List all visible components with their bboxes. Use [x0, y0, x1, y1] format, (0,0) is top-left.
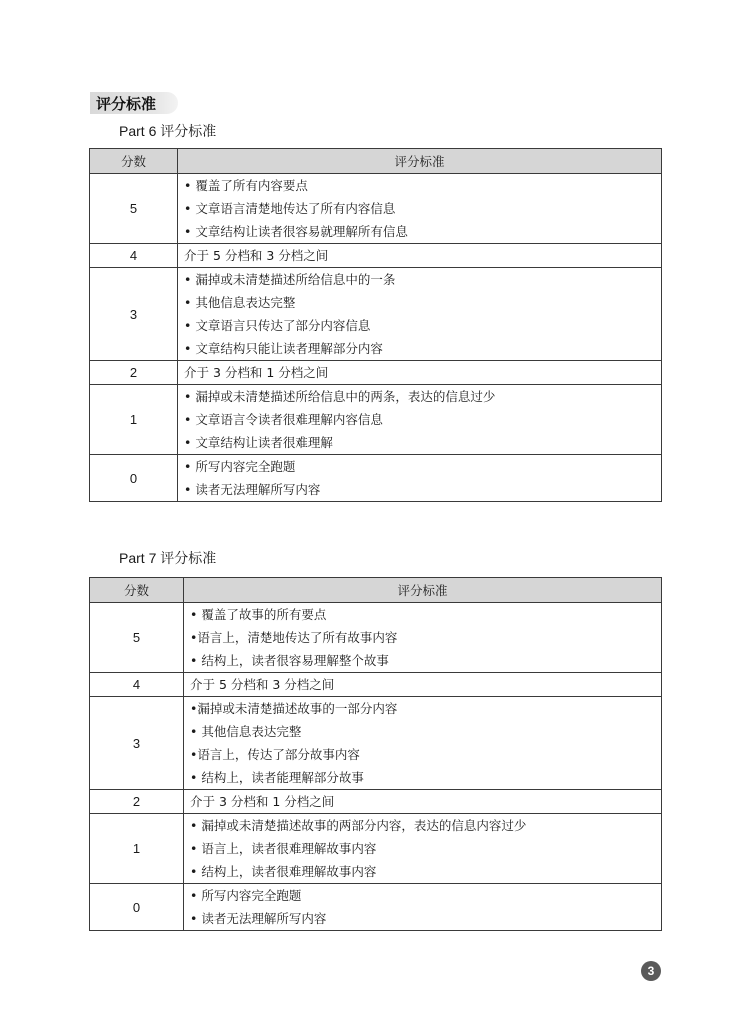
criteria-line: • 语言上，读者很难理解故事内容: [190, 841, 377, 856]
criteria-line: •语言上，清楚地传达了所有故事内容: [190, 630, 398, 645]
table-row: [90, 790, 662, 814]
score-column-header: 分数: [90, 578, 184, 603]
score-cell: 4: [90, 244, 178, 268]
criteria-cell: [184, 814, 662, 884]
table-row: [90, 603, 662, 673]
score-cell: 1: [90, 814, 184, 884]
criteria-line: • 读者无法理解所写内容: [190, 911, 327, 926]
criteria-line: 介于 5 分档和 3 分档之间: [190, 677, 335, 692]
criteria-cell: [184, 673, 662, 697]
table-row: [90, 244, 662, 268]
table-row: [90, 268, 662, 361]
criteria-cell: [184, 603, 662, 673]
criteria-line: 介于 3 分档和 1 分档之间: [184, 365, 329, 380]
table-row: [90, 884, 662, 931]
criteria-line: • 文章语言清楚地传达了所有内容信息: [184, 201, 396, 216]
part-6-rows: [90, 174, 662, 502]
criteria-cell: [178, 174, 662, 244]
part-6-title: Part 6 评分标准: [119, 123, 217, 139]
criteria-column-header: 评分标准: [178, 149, 662, 174]
table-header-row: [90, 149, 662, 174]
score-cell: 4: [90, 673, 184, 697]
criteria-line: • 结构上，读者很容易理解整个故事: [190, 653, 389, 668]
table-row: [90, 361, 662, 385]
section-title: 评分标准: [96, 95, 157, 113]
criteria-line: •语言上，传达了部分故事内容: [190, 747, 360, 762]
part-6-rubric-table: [89, 148, 662, 502]
criteria-cell: [178, 268, 662, 361]
criteria-cell: [184, 790, 662, 814]
score-cell: 2: [90, 361, 178, 385]
criteria-line: • 覆盖了故事的所有要点: [190, 607, 327, 622]
criteria-cell: [178, 385, 662, 455]
score-cell: 5: [90, 603, 184, 673]
criteria-line: • 其他信息表达完整: [190, 724, 302, 739]
page-number-badge: 3: [641, 961, 661, 981]
table-row: [90, 385, 662, 455]
criteria-line: • 文章语言只传达了部分内容信息: [184, 318, 371, 333]
criteria-cell: [178, 455, 662, 502]
part-7-title: Part 7 评分标准: [119, 550, 217, 566]
criteria-line: • 结构上，读者很难理解故事内容: [190, 864, 377, 879]
part-7-rubric-table: [89, 577, 662, 931]
criteria-line: • 结构上，读者能理解部分故事: [190, 770, 364, 785]
criteria-line: •漏掉或未清楚描述故事的一部分内容: [190, 701, 398, 716]
score-cell: 5: [90, 174, 178, 244]
score-cell: 3: [90, 268, 178, 361]
score-column-header: 分数: [90, 149, 178, 174]
table-row: [90, 673, 662, 697]
criteria-column-header: 评分标准: [184, 578, 662, 603]
criteria-cell: [184, 884, 662, 931]
score-cell: 1: [90, 385, 178, 455]
criteria-line: 介于 5 分档和 3 分档之间: [184, 248, 329, 263]
score-cell: 2: [90, 790, 184, 814]
criteria-line: • 漏掉或未清楚描述所给信息中的一条: [184, 272, 396, 287]
criteria-cell: [178, 244, 662, 268]
criteria-line: • 文章结构让读者很难理解: [184, 435, 333, 450]
score-cell: 0: [90, 884, 184, 931]
score-cell: 0: [90, 455, 178, 502]
criteria-line: • 所写内容完全跑题: [190, 888, 302, 903]
criteria-line: • 读者无法理解所写内容: [184, 482, 321, 497]
criteria-line: • 文章语言令读者很难理解内容信息: [184, 412, 383, 427]
table-header-row: [90, 578, 662, 603]
criteria-line: • 所写内容完全跑题: [184, 459, 296, 474]
criteria-line: 介于 3 分档和 1 分档之间: [190, 794, 335, 809]
table-row: [90, 697, 662, 790]
table-row: [90, 174, 662, 244]
criteria-line: • 文章结构只能让读者理解部分内容: [184, 341, 383, 356]
score-cell: 3: [90, 697, 184, 790]
criteria-line: • 漏掉或未清楚描述故事的两部分内容，表达的信息内容过少: [190, 818, 527, 833]
table-row: [90, 455, 662, 502]
criteria-line: • 文章结构让读者很容易就理解所有信息: [184, 224, 408, 239]
section-header: [90, 92, 178, 114]
criteria-line: • 覆盖了所有内容要点: [184, 178, 308, 193]
criteria-line: • 漏掉或未清楚描述所给信息中的两条，表达的信息过少: [184, 389, 496, 404]
criteria-line: • 其他信息表达完整: [184, 295, 296, 310]
table-row: [90, 814, 662, 884]
criteria-cell: [178, 361, 662, 385]
part-7-rows: [90, 603, 662, 931]
criteria-cell: [184, 697, 662, 790]
